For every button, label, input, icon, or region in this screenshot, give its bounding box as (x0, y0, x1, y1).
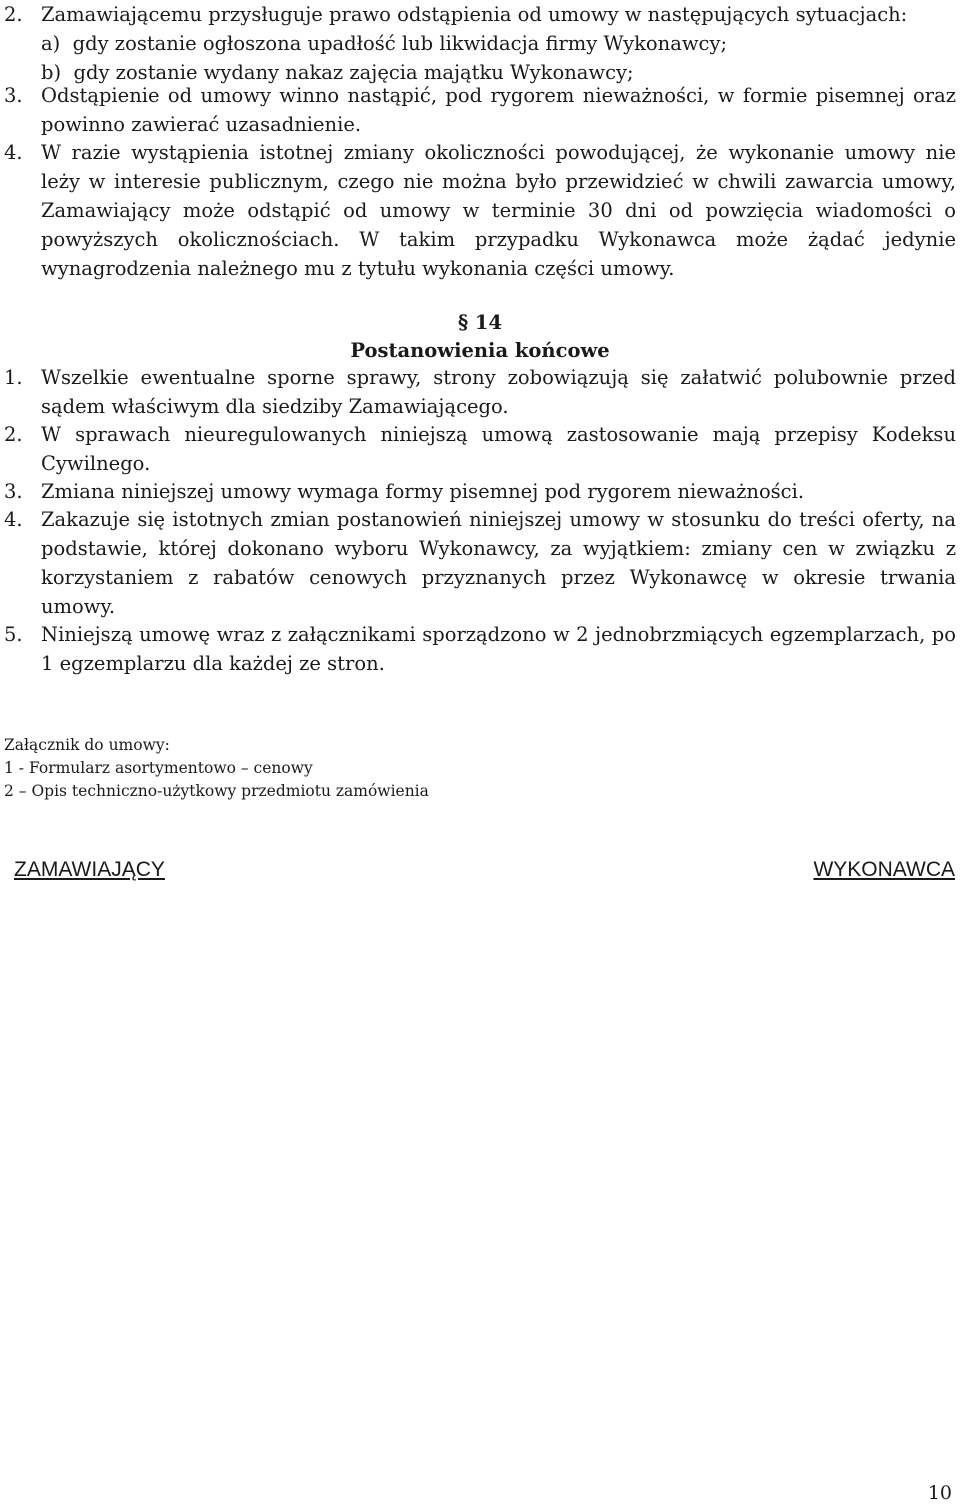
attachment-item: 2 – Opis techniczno-użytkowy przedmiotu zamówienia (4, 782, 429, 800)
clause-subpoint: b) gdy zostanie wydany nakaz zajęcia majątku Wykonawcy; (41, 61, 634, 84)
clause-number: 2. (4, 423, 23, 446)
attachment-item: 1 - Formularz asortymentowo – cenowy (4, 759, 313, 777)
clause-item (4, 505, 956, 621)
clause-number: 1. (4, 366, 23, 389)
clause-item (4, 363, 956, 421)
page-number: 10 (927, 1482, 952, 1504)
clause-subpoint: a) gdy zostanie ogłoszona upadłość lub likwidacja firmy Wykonawcy; (41, 32, 728, 55)
attachments-label: Załącznik do umowy: (4, 736, 170, 754)
clause-number: 4. (4, 508, 23, 531)
clause-text: Odstąpienie od umowy winno nastąpić, pod rygorem nieważności, w formie pisemnej oraz powinno zawierać uzasadnienie. (41, 84, 956, 136)
clause-number: 2. (4, 3, 23, 26)
clause-text: Zakazuje się istotnych zmian postanowień niniejszej umowy w stosunku do treści oferty, na podstawie, której dokonano wyboru Wykonawcy, za wyjątkiem: zmiany cen w związku z korzystaniem z rabatów cenowych przyznanych przez Wykonawcę w okresie trwania umowy. (41, 508, 956, 618)
clause-item (4, 0, 956, 87)
clause-text: W sprawach nieuregulowanych niniejszą umową zastosowanie mają przepisy Kodeksu Cywilnego. (41, 423, 956, 475)
section-title: Postanowienia końcowe (350, 339, 610, 362)
signature-contracting-party: ZAMAWIAJĄCY (14, 858, 165, 881)
clause-item (4, 138, 956, 283)
clause-text: Niniejszą umowę wraz z załącznikami sporządzono w 2 jednobrzmiących egzemplarzach, po 1 egzemplarzu dla każdej ze stron. (41, 623, 956, 675)
clause-text: Zamawiającemu przysługuje prawo odstąpienia od umowy w następujących sytuacjach: (41, 3, 908, 26)
clause-item (4, 420, 956, 478)
clause-text: Zmiana niniejszej umowy wymaga formy pisemnej pod rygorem nieważności. (41, 480, 805, 503)
clause-number: 3. (4, 84, 23, 107)
clause-text: Wszelkie ewentualne sporne sprawy, strony zobowiązują się załatwić polubownie przed sądem właściwym dla siedziby Zamawiającego. (41, 366, 956, 418)
section-number: § 14 (457, 311, 503, 334)
clause-number: 3. (4, 480, 23, 503)
clause-item (4, 477, 956, 506)
clause-text: W razie wystąpienia istotnej zmiany okoliczności powodującej, że wykonanie umowy nie leży w interesie publicznym, czego nie można było przewidzieć w chwili zawarcia umowy, Zamawiający może odstąpić od umowy w terminie 30 dni od powzięcia wiadomości o powyższych okolicznościach. W takim przypadku Wykonawca może żądać jedynie wynagrodzenia należnego mu z tytułu wykonania części umowy. (41, 141, 956, 280)
clause-number: 5. (4, 623, 23, 646)
clause-item (4, 81, 956, 139)
signature-contractor: WYKONAWCA (813, 858, 955, 881)
clause-text-block (41, 0, 956, 87)
clause-item (4, 620, 956, 678)
clause-number: 4. (4, 141, 23, 164)
